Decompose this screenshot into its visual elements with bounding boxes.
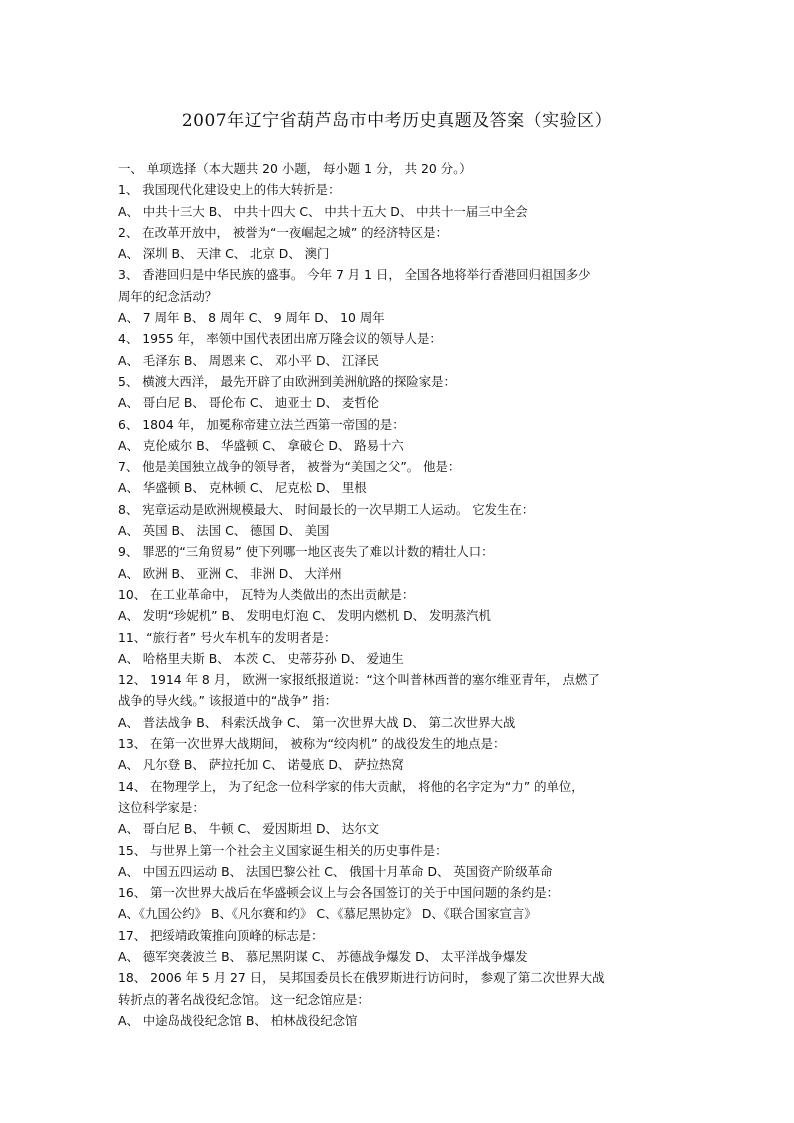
text-line: 16、 第一次世界大战后在华盛顿会议上与会各国签订的关于中国问题的条约是： xyxy=(118,885,559,901)
text-line: 14、 在物理学上， 为了纪念一位科学家的伟大贡献， 将他的名字定为“力” 的单位， xyxy=(118,778,584,794)
text-line: A、 英国 B、 法国 C、 德国 D、 美国 xyxy=(118,523,330,539)
text-line: A、 深圳 B、 天津 C、 北京 D、 澳门 xyxy=(118,246,330,262)
text-line: 13、 在第一次世界大战期间， 被称为“绞肉机” 的战役发生的地点是： xyxy=(118,736,506,752)
text-line: 1、 我国现代化建设史上的伟大转折是： xyxy=(118,182,341,198)
text-line: A、 哥白尼 B、 牛顿 C、 爱因斯坦 D、 达尔文 xyxy=(118,821,379,837)
text-line: 4、 1955 年， 率领中国代表团出席万隆会议的领导人是： xyxy=(118,331,442,347)
text-line: A、 克伦威尔 B、 华盛顿 C、 拿破仑 D、 路易十六 xyxy=(118,437,404,453)
text-line: A、 德军突袭波兰 B、 慕尼黑阴谋 C、 苏德战争爆发 D、 太平洋战争爆发 xyxy=(118,948,528,964)
text-line: 8、 宪章运动是欧洲规模最大、 时间最长的一次早期工人运动。 它发生在： xyxy=(118,501,535,517)
text-line: 9、 罪恶的“三角贸易” 使下列哪一地区丧失了难以计数的精壮人口： xyxy=(118,544,494,560)
text-line: A、 凡尔登 B、 萨拉托加 C、 诺曼底 D、 萨拉热窝 xyxy=(118,757,404,773)
text-line: 这位科学家是： xyxy=(118,799,205,815)
text-line: A、 哥白尼 B、 哥伦布 C、 迪亚士 D、 麦哲伦 xyxy=(118,395,379,411)
text-line: 5、 横渡大西洋， 最先开辟了由欧洲到美洲航路的探险家是： xyxy=(118,373,456,389)
text-line: 战争的导火线。” 该报道中的“战争” 指： xyxy=(118,693,338,709)
text-line: 18、 2006 年 5 月 27 日， 吴邦国委员长在俄罗斯进行访问时， 参观了第二次世界大战 xyxy=(118,970,605,986)
question-lines xyxy=(118,179,680,1031)
text-line: 7、 他是美国独立战争的领导者， 被誉为“美国之父”。 他是： xyxy=(118,459,461,475)
text-line: 周年的纪念活动？ xyxy=(118,288,218,304)
text-line: 11、“旅行者” 号火车机车的发明者是： xyxy=(118,629,337,645)
text-line: A、 7 周年 B、 8 周年 C、 9 周年 D、 10 周年 xyxy=(118,310,385,326)
text-line: 6、 1804 年， 加冕称帝建立法兰西第一帝国的是： xyxy=(118,416,405,432)
text-line: A、 发明“珍妮机” B、 发明电灯泡 C、 发明内燃机 D、 发明蒸汽机 xyxy=(118,608,491,624)
text-line: A、 中途岛战役纪念馆 B、 柏林战役纪念馆 xyxy=(118,1012,358,1028)
text-line: A、 中共十三大 B、 中共十四大 C、 中共十五大 D、 中共十一届三中全会 xyxy=(118,203,528,219)
text-line: 转折点的著名战役纪念馆。 这一纪念馆应是： xyxy=(118,991,370,1007)
text-line: A、 中国五四运动 B、 法国巴黎公社 C、 俄国十月革命 D、 英国资产阶级革命 xyxy=(118,863,553,879)
text-line: 15、 与世界上第一个社会主义国家诞生相关的历史事件是： xyxy=(118,842,448,858)
text-line: A、《九国公约》 B、《凡尔赛和约》 C、《慕尼黑协定》 D、《联合国家宣言》 xyxy=(118,906,537,922)
document-body xyxy=(118,158,680,1031)
text-line: A、 毛泽东 B、 周恩来 C、 邓小平 D、 江泽民 xyxy=(118,352,379,368)
text-line: 10、 在工业革命中， 瓦特为人类做出的杰出贡献是： xyxy=(118,586,415,602)
text-line: A、 哈格里夫斯 B、 本茨 C、 史蒂芬孙 D、 爱迪生 xyxy=(118,650,404,666)
text-line: A、 华盛顿 B、 克林顿 C、 尼克松 D、 里根 xyxy=(118,480,367,496)
text-line: A、 普法战争 B、 科索沃战争 C、 第一次世界大战 D、 第二次世界大战 xyxy=(118,714,516,730)
text-line: A、 欧洲 B、 亚洲 C、 非洲 D、 大洋州 xyxy=(118,565,342,581)
text-line: 12、 1914 年 8 月， 欧洲一家报纸报道说：“这个叫普林西普的塞尔维亚青年， 点燃了 xyxy=(118,672,600,688)
document-title: 2007年辽宁省葫芦岛市中考历史真题及答案（实验区） xyxy=(181,111,613,131)
text-line: 3、 香港回归是中华民族的盛事。 今年 7 月 1 日， 全国各地将举行香港回归祖国多少 xyxy=(118,267,591,283)
text-line: 2、 在改革开放中， 被誉为“一夜崛起之城” 的经济特区是： xyxy=(118,224,448,240)
section-heading: 一、 单项选择（本大题共 20 小题， 每小题 1 分， 共 20 分。） xyxy=(118,161,472,176)
text-line: 17、 把绥靖政策推向顶峰的标志是： xyxy=(118,927,324,943)
